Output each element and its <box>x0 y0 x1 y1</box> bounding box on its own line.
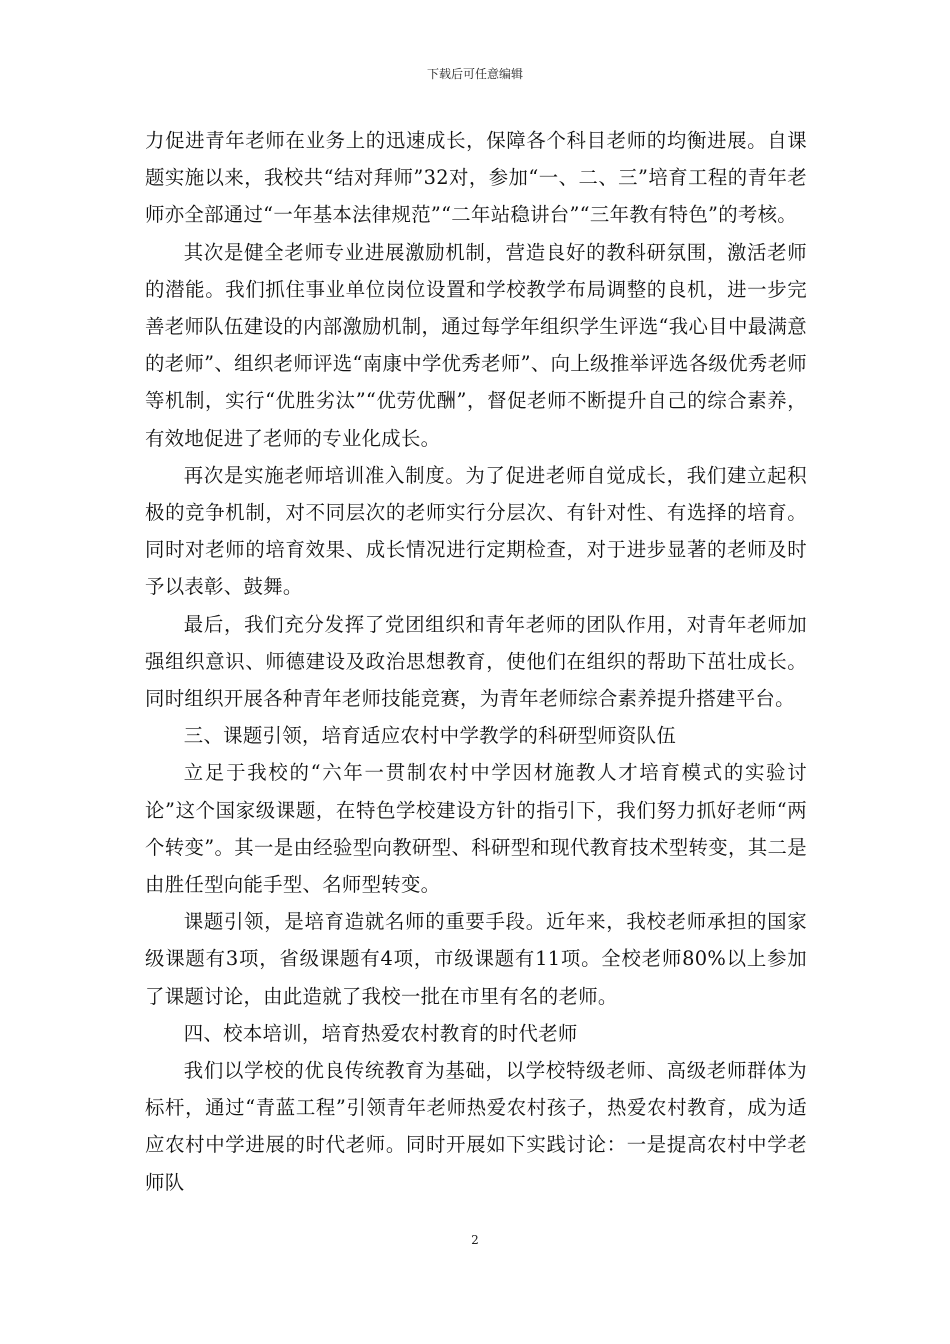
paragraph: 再次是实施老师培训准入制度。为了促进老师自觉成长，我们建立起积极的竞争机制，对不同层次的老师实行分层次、有针对性、有选择的培育。同时对老师的培育效果、成长情况进行定期检查，对于进步显著的老师及时予以表彰、鼓舞。 <box>145 463 807 599</box>
paragraph: 最后，我们充分发挥了党团组织和青年老师的团队作用，对青年老师加强组织意识、师德建设及政治思想教育，使他们在组织的帮助下茁壮成长。同时组织开展各种青年老师技能竞赛，为青年老师综合素养提升搭建平台。 <box>145 612 807 711</box>
page-header: 下载后可任意编辑 <box>426 67 523 81</box>
section-heading: 三、课题引领，培育适应农村中学教学的科研型师资队伍 <box>183 724 677 748</box>
paragraph: 课题引领，是培育造就名师的重要手段。近年来，我校老师承担的国家级课题有3项，省级课题有4项，市级课题有11项。全校老师80%以上参加了课题讨论，由此造就了我校一批在市里有名的老师。 <box>145 910 807 1008</box>
section-heading: 四、校本培训，培育热爱农村教育的时代老师 <box>183 1021 578 1045</box>
page-number: 2 <box>471 1233 479 1247</box>
paragraph: 立足于我校的“六年一贯制农村中学因材施教人才培育模式的实验讨论”这个国家级课题，在特色学校建设方针的指引下，我们努力抓好老师“两个转变”。其一是由经验型向教研型、科研型和现代教育技术型转变，其二是由胜任型向能手型、名师型转变。 <box>145 761 807 897</box>
document-body <box>145 122 807 1201</box>
paragraph: 我们以学校的优良传统教育为基础，以学校特级老师、高级老师群体为标杆，通过“青蓝工程”引领青年老师热爱农村孩子，热爱农村教育，成为适应农村中学进展的时代老师。同时开展如下实践讨论：一是提高农村中学老师队 <box>145 1059 807 1194</box>
paragraph: 力促进青年老师在业务上的迅速成长，保障各个科目老师的均衡进展。自课题实施以来，我校共“结对拜师”32对，参加“一、二、三”培育工程的青年老师亦全部通过“一年基本法律规范”“二年站稳讲台”“三年教有特色”的考核。 <box>145 129 807 227</box>
paragraph: 其次是健全老师专业进展激励机制，营造良好的教科研氛围，激活老师的潜能。我们抓住事业单位岗位设置和学校教学布局调整的良机，进一步完善老师队伍建设的内部激励机制，通过每学年组织学生评选“我心目中最满意的老师”、组织老师评选“南康中学优秀老师”、向上级推举评选各级优秀老师等机制，实行“优胜劣汰”“优劳优酬”，督促老师不断提升自己的综合素养，有效地促进了老师的专业化成长。 <box>145 240 807 450</box>
